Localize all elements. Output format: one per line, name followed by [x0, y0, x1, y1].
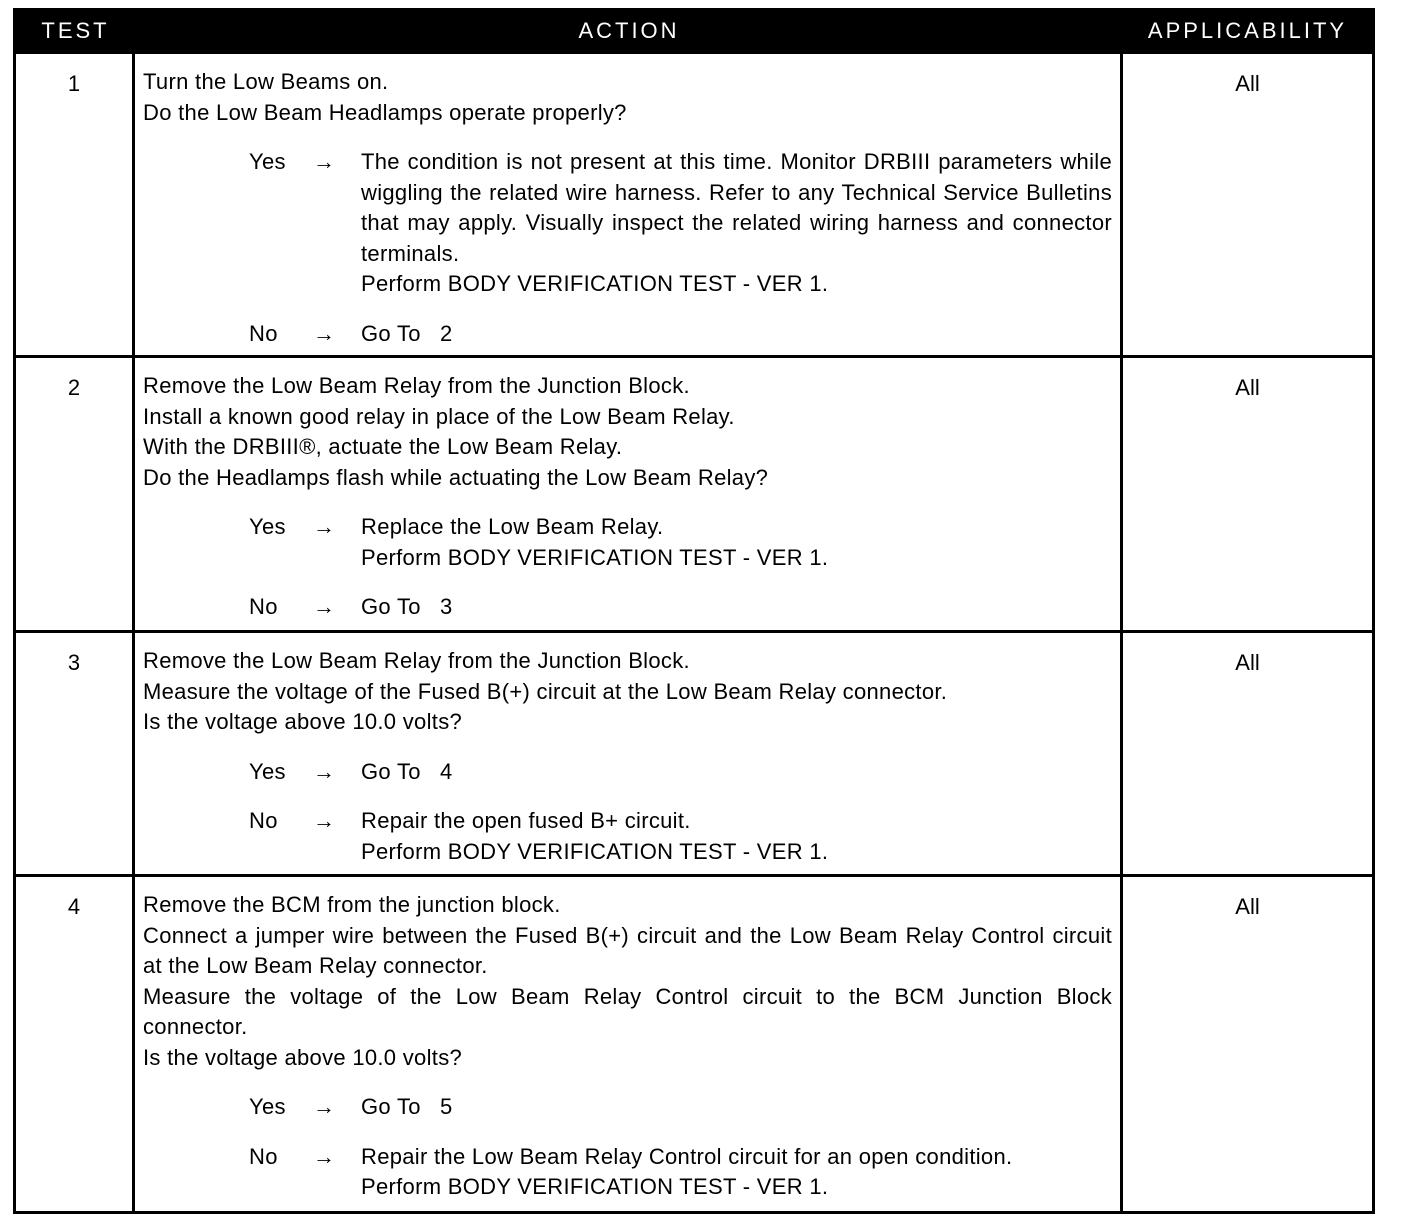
table-row	[16, 630, 1372, 874]
no-result: No → Go To 2	[143, 319, 1112, 350]
applicability: All	[1235, 71, 1260, 96]
question-line: Remove the Low Beam Relay from the Junction Block.	[143, 373, 690, 398]
question-line: Connect a jumper wire between the Fused B(+) circuit and the Low Beam Relay Control circuit at the Low Beam Relay connector.	[143, 922, 1112, 978]
action-cell	[135, 633, 1123, 874]
no-action-text-2: Perform BODY VERIFICATION TEST - VER 1.	[361, 838, 829, 864]
no-result: No → Repair the Low Beam Relay Control circuit for an open condition. Perform BODY VERIFICATION TEST - VER 1.	[143, 1142, 1112, 1203]
no-label: No	[249, 594, 278, 619]
question-line: Install a known good relay in place of the Low Beam Relay.	[143, 403, 735, 429]
yes-label: Yes	[249, 1094, 286, 1119]
question-line: Measure the voltage of the Fused B(+) circuit at the Low Beam Relay connector.	[143, 678, 948, 704]
action-cell	[135, 877, 1123, 1211]
no-action-text-2: Perform BODY VERIFICATION TEST - VER 1.	[361, 1174, 829, 1199]
yes-action-text-2: Perform BODY VERIFICATION TEST - VER 1.	[361, 544, 829, 570]
test-number: 4	[16, 877, 135, 1211]
action-cell	[135, 358, 1123, 630]
question-line: Do the Headlamps flash while actuating the Low Beam Relay?	[143, 464, 769, 490]
no-action-text: Repair the open fused B+ circuit.	[361, 808, 691, 833]
header-test: TEST	[41, 18, 110, 43]
question-line: Measure the voltage of the Low Beam Relay Control circuit to the BCM Junction Block connector.	[143, 983, 1112, 1039]
question-line: With the DRBIII®, actuate the Low Beam Relay.	[143, 434, 623, 459]
applicability: All	[1235, 375, 1260, 400]
table-row	[16, 355, 1372, 630]
no-action-text: Go To 3	[361, 594, 453, 619]
yes-result: Yes → Go To 5	[143, 1092, 1112, 1123]
test-number: 3	[16, 633, 135, 874]
diagnostic-test-table	[13, 8, 1375, 1214]
yes-result: Yes → Go To 4	[143, 757, 1112, 788]
question-line: Is the voltage above 10.0 volts?	[143, 1044, 463, 1070]
no-result: No → Go To 3	[143, 592, 1112, 623]
yes-action-text: Go To 4	[361, 758, 453, 784]
applicability: All	[1235, 650, 1260, 675]
question-line: Do the Low Beam Headlamps operate properly?	[143, 99, 627, 125]
no-label: No	[249, 808, 278, 833]
header-action: ACTION	[578, 18, 680, 43]
yes-action-text: Replace the Low Beam Relay.	[361, 514, 664, 539]
question-line: Turn the Low Beams on.	[143, 69, 389, 94]
yes-label: Yes	[249, 149, 286, 174]
no-result: No → Repair the open fused B+ circuit. Perform BODY VERIFICATION TEST - VER 1.	[143, 806, 1112, 867]
table-header	[16, 11, 1372, 51]
no-action-text: Repair the Low Beam Relay Control circuit for an open condition.	[361, 1143, 1013, 1169]
test-number: 1	[16, 54, 135, 355]
yes-result: Yes → Replace the Low Beam Relay. Perform BODY VERIFICATION TEST - VER 1.	[143, 512, 1112, 573]
no-action-text: Go To 2	[361, 320, 453, 346]
question-line: Is the voltage above 10.0 volts?	[143, 709, 463, 734]
test-number: 2	[16, 358, 135, 630]
table-row	[16, 874, 1372, 1211]
action-cell	[135, 54, 1123, 355]
yes-result: Yes → The condition is not present at this time. Monitor DRBIII parameters while wiggling the related wire harness. Refer to any Technical Service Bulletins that may apply. Visually inspect the related wiring harness and connector terminals. Perform BODY VERIFICATION TEST - VER 1.	[143, 147, 1112, 300]
yes-action-text: Go To 5	[361, 1094, 453, 1119]
no-label: No	[249, 1143, 278, 1169]
header-applicability: APPLICABILITY	[1147, 18, 1348, 43]
yes-label: Yes	[249, 758, 286, 784]
yes-label: Yes	[249, 514, 286, 539]
no-label: No	[249, 320, 278, 346]
question-line: Remove the BCM from the junction block.	[143, 892, 561, 917]
yes-action-text: The condition is not present at this time. Monitor DRBIII parameters while wiggling the related wire harness. Refer to any Technical Service Bulletins that may apply. Visually inspect the related wiring harness and connector terminals.	[361, 149, 1112, 266]
yes-action-text-2: Perform BODY VERIFICATION TEST - VER 1.	[361, 271, 829, 296]
table-row	[16, 51, 1372, 355]
applicability: All	[1235, 894, 1260, 919]
question-line: Remove the Low Beam Relay from the Junction Block.	[143, 648, 690, 673]
